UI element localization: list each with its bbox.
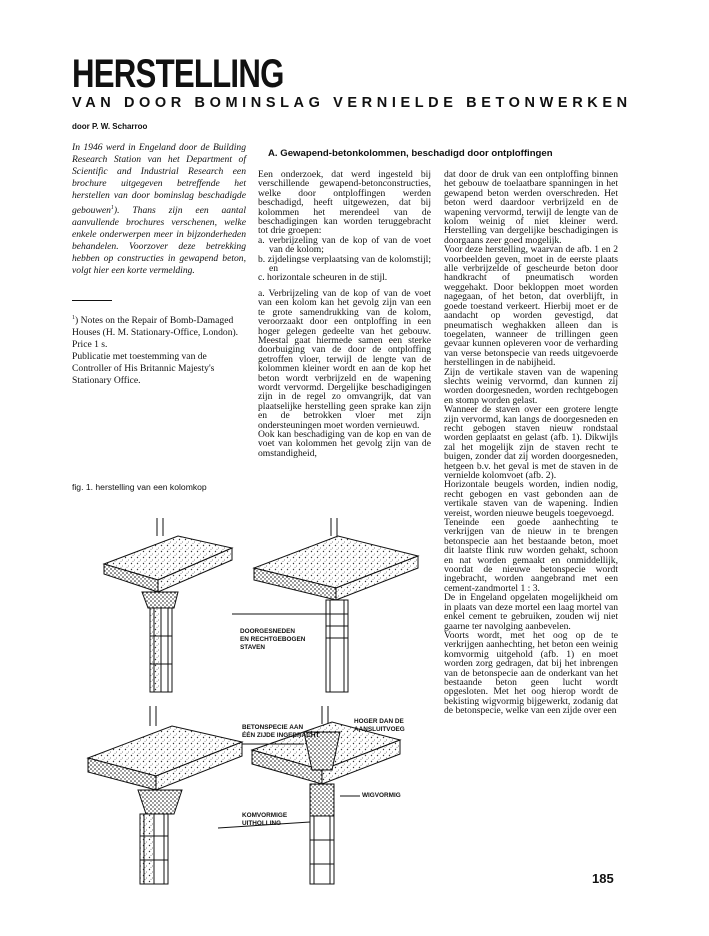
section-heading: A. Gewapend-betonkolommen, beschadigd door ontploffingen [268,148,553,159]
paragraph: a. Verbrijzeling van de kop of van de voet van een kolom kan het gevolg zijn van een te grote samendrukking van de kolom, veroorzaakt door een ontploffing in een hoger gelegen gedeelte van het gebouw. Meestal gaat hiermede samen een sterke doorbuiging van de door de ontploffing getroffen vloer, terwijl de lengte van de kolommen kleiner wordt en aan de kop het beton wordt verbrijzeld en de wapening wordt vervormd. Dergelijke beschadigingen zijn in de regel zo omvangrijk, dat van plaatselijke herstelling geen sprake kan zijn en de betrokken vloer met zijn ondersteuningen moet worden vernieuwd. [258,287,431,431]
paragraph: Wanneer de staven over een grotere lengte zijn vervormd, kan langs de doorgesneden en recht gebogen staven nieuw rondstaal worden geplaatst en gelast (afb. 1). Dikwijls zal het mogelijk zijn de staven recht te buigen, zonder dat zij worden doorgesneden, hetgeen b.v. het geval is met de staven in de vernielde kolomvoet (afb. 2). [444,404,618,481]
article-subtitle: VAN DOOR BOMINSLAG VERNIELDE BETONWERKEN [72,95,632,111]
top-left-view [104,518,232,692]
list-item-b: b. zijdelingse verplaatsing van de kolomstijl; en [258,253,431,275]
figure-label-komvormig [242,812,287,828]
figure-label-hoger [354,718,405,734]
figure-caption: fig. 1. herstelling van een kolomkop [72,482,207,492]
paragraph: De in Engeland opgelaten mogelijkheid om in plaats van deze mortel een laag mortel van enkel cement te gebruiken, zouden wij niet gaarne ter navolging aanbevelen. [444,592,618,632]
label-line: KOMVORMIGE [242,812,288,819]
label-line: ÉÉN ZIJDE INGEBRACHT [242,732,320,739]
paragraph: Een onderzoek, dat werd ingesteld bij verschillende gewapend-betonconstructies, welke door ontploffingen werden beschadigd, heeft uitgewezen, dat bij kolommen het merendeel van de beschadigingen kan worden teruggebracht tot drie groepen: [258,169,431,237]
list-item-a: a. verbrijzeling van de kop of van de voet van de kolom; [258,234,431,256]
paragraph: Teneinde een goede aanhechting te verkrijgen van de nieuw in te brengen betonspecie aan het bestaande beton, moet dit laatste flink ruw worden gehakt, schoon en nat worden gemaakt en onmiddellijk, voordat de nieuwe betonspecie wordt ingebracht, worden aangebrand met een cement-zandmortel 1 : 3. [444,517,618,594]
figure-column-head-repair [82,496,432,886]
intro-footnote-ref: 1 [110,205,114,211]
paragraph: dat door de druk van een ontploffing binnen het gebouw de toelaatbare spanningen in het gewapend beton werden overschreden. Het beton werd daardoor verbrijzeld en de wapening vervormd, terwijl de lengte van de kolom weinig of niet kleiner werd. Herstelling van dergelijke beschadigingen is doorgaans zeer goed mogelijk. [444,169,618,246]
paragraph: Voor deze herstelling, waarvan de afb. 1 en 2 voorbeelden geven, moet in de eerste plaats alle verbrijzelde of gescheurde beton door handkracht of pneumatisch worden weggehakt. Door bekloppen moet worden nagegaan, of het beton, dat overblijft, in goede toestand verkeert. Hierbij moet er de aandacht op worden gevestigd, dat pneumatisch weghakken alleen dan is toegelaten, wanneer de trillingen geen gevaar kunnen opleveren voor de verharding van verse betonspecie van reeds uitgevoerde herstellingen in de nabijheid. [444,244,618,369]
text-column-middle [258,170,431,458]
label-line: EN RECHTGEBOGEN [240,636,306,643]
footnote-mark: 1 [72,315,75,321]
footnote [72,312,246,387]
text-column-right [444,170,618,716]
bottom-left-view [88,706,242,884]
label-line: UITHOLLING [242,820,282,827]
paragraph: Voorts wordt, met het oog op de te verkrijgen aanhechting, het beton een weinig komvormig uitgehold (afb. 1) en moet worden zorg gedragen, dat bij het inbrengen van de betonspecie aan de onderkant van het bestaande beton geen lucht wordt opgesloten. Met het oog hierop wordt de bekisting wigvormig bijgewerkt, zodanig dat de betonspecie, welke van een zijde over een [444,629,618,717]
intro-text-start: In 1946 werd in Engeland door de Building Research Station van het Department of Scientific and Industrial Research een brochure uitgegeven betreffende het herstellen van door bominslag beschadigde gebouwen [72,142,246,217]
intro-paragraph [72,142,246,277]
label-line: BETONSPECIE AAN [242,724,304,731]
figure-label-doorgesneden [240,628,305,652]
list-item-c: c. horizontale scheuren in de stijl. [258,272,388,284]
figure-label-wigvormig: WIGVORMIG [362,792,401,799]
page-number: 185 [592,871,614,886]
footnote-text: ) Notes on the Repair of Bomb-Damaged Houses (H. M. Stationary-Office, London). Price 1 s. [72,315,239,351]
article-title: HERSTELLING [72,52,284,96]
figure-label-betonspecie [242,724,319,740]
paragraph: Zijn de vertikale staven van de wapening slechts weinig vervormd, dan kunnen zij worden doorgesneden, worden rechtgebogen en stomp worden gelast. [444,366,618,406]
top-right-view [232,518,418,692]
paragraph: Ook kan beschadiging van de kop en van de voet van kolommen het gevolg zijn van de omstandigheid, [258,428,431,459]
paragraph: Horizontale beugels worden, indien nodig, recht gebogen en vast gebonden aan de vertikale staven van de wapening. Indien vereist, worden nieuwe beugels toegevoegd. [444,479,618,519]
label-line: HOGER DAN DE [354,718,404,725]
intro-text-end: ). Thans zijn een aantal aanvullende brochures verschenen, welke enkele onderwerpen meer in bijzonderheden behandelen. Voorzover deze betrekking hebben op constructies in gewapend beton, volgt hier een korte vermelding. [72,205,246,277]
label-line: DOORGESNEDEN [240,628,296,635]
label-line: AANSLUITVOEG [354,726,405,733]
footnote-rule [72,300,112,301]
footnote-permission: Publicatie met toestemming van de Controller of His Britannic Majesty's Stationary Office. [72,351,215,387]
footnote-reference [72,312,246,351]
author-line: door P. W. Scharroo [72,122,148,131]
label-line: STAVEN [240,644,265,651]
